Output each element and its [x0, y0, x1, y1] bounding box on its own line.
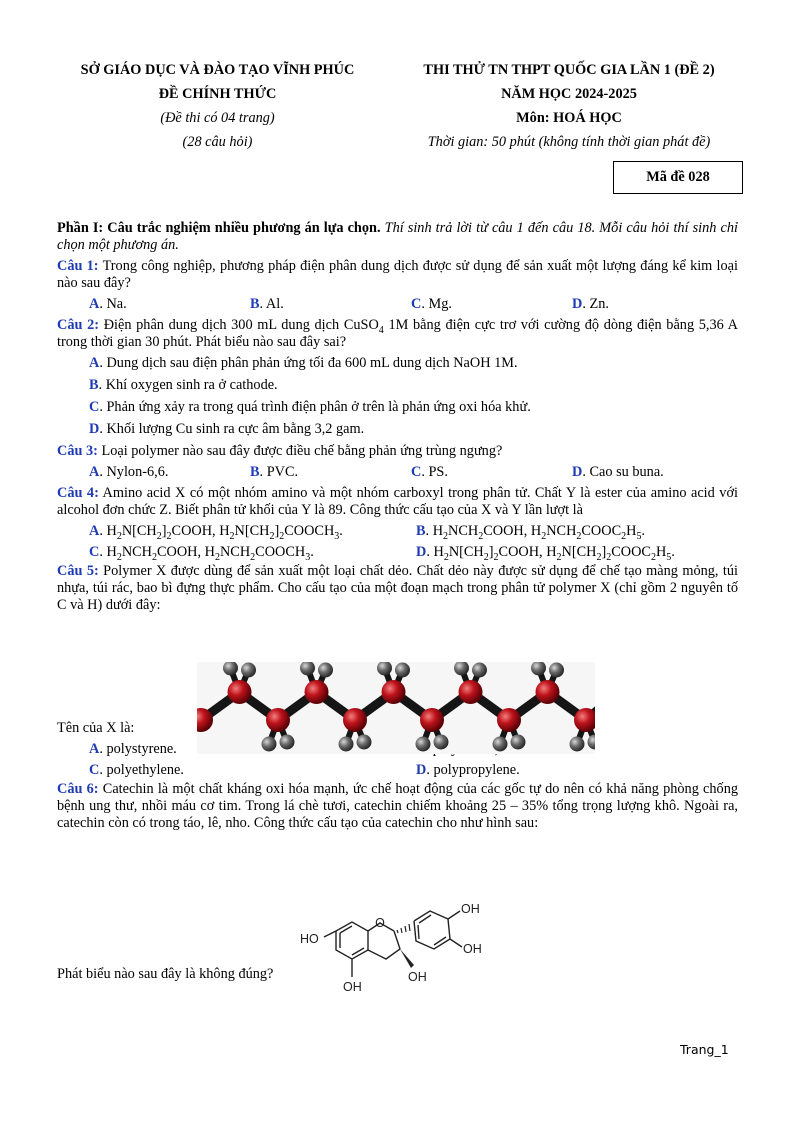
- carbon-atom: [536, 680, 560, 704]
- option-d[interactable]: D. Khối lượng Cu sinh ra cực âm bằng 3,2 gam.: [89, 421, 365, 437]
- option-d[interactable]: D. polypropylene.: [416, 762, 520, 778]
- hydrogen-atom: [416, 737, 431, 752]
- option-d[interactable]: D. $H_2N[CH_2]_2COOH$, $H_2N[CH_2]_2COOC_2H_5$.: [416, 544, 675, 563]
- hydrogen-atom: [511, 735, 526, 750]
- question-text: Loại polymer nào sau đây được điều chế bằng phản ứng trùng ngưng?: [101, 443, 503, 459]
- polyethylene-chain-image: [197, 662, 595, 754]
- carbon-atom: [420, 708, 444, 732]
- question-text: Catechin là một chất kháng oxi hóa mạnh, ức chế hoạt động của các gốc tự do nên có khả năng phòng chống bệnh ung thư, nhồi máu cơ tim. Trong lá chè tươi, catechin chiếm khoảng 25 – 35% tổng trọng lượng khô. Ngoài ra, catechin còn có trong táo, lê, nho. Công thức cấu tạo của catechin cho như hình sau:: [57, 781, 738, 831]
- carbon-atom: [266, 708, 290, 732]
- header-left: [50, 58, 385, 154]
- oh-label: OH: [461, 902, 480, 916]
- official-label: ĐỀ CHÍNH THỨC: [158, 86, 277, 102]
- carbon-atom: [305, 680, 329, 704]
- hydrogen-atom: [357, 735, 372, 750]
- carbon-atom: [497, 708, 521, 732]
- hydrogen-atom: [434, 735, 449, 750]
- option-a[interactable]: A. $H_2N[CH_2]_2COOH$, $H_2N[CH_2]_2COOCH_3$.: [89, 523, 343, 542]
- hashed-bond: [397, 924, 410, 933]
- question-3-options: [89, 464, 738, 481]
- carbon-atom: [343, 708, 367, 732]
- time-limit: Thời gian: 50 phút (không tính thời gian phát đề): [427, 134, 711, 150]
- question-6-prompt: Phát biểu nào sau đây là không đúng?: [57, 966, 274, 982]
- exam-content: [57, 220, 738, 987]
- carbon-atom: [382, 680, 406, 704]
- oh-label: OH: [343, 980, 362, 994]
- department-name: SỞ GIÁO DỤC VÀ ĐÀO TẠO VĨNH PHÚC: [80, 62, 355, 78]
- question-text: Polymer X được dùng để sản xuất một loại chất dẻo. Chất dẻo này được sử dụng để chế tạo màng mỏng, túi nhựa, túi rác, bao bì đựng thực phẩm. Cho cấu tạo của một đoạn mạch trong phân tử polymer X (chỉ gồm 2 nguyên tố C và H) dưới đây:: [57, 563, 738, 613]
- polymer-chain-svg: [197, 662, 595, 754]
- question-1: [57, 258, 738, 292]
- question-4: [57, 485, 738, 519]
- option-b[interactable]: B. $H_2NCH_2COOH$, $H_2NCH_2COOC_2H_5$.: [416, 523, 646, 542]
- question-number: Câu 6:: [57, 781, 99, 797]
- header-right: [396, 58, 742, 154]
- catechin-svg: [296, 897, 496, 1005]
- question-text: Trong công nghiệp, phương pháp điện phân dung dịch được sử dụng để sản xuất một lượng đáng kể kim loại nào sau đây?: [57, 258, 738, 291]
- option-b[interactable]: B. PVC.: [250, 464, 299, 480]
- question-2: Câu 2: Điện phân dung dịch 300 mL dung dịch CuSO$_4$ 1M bằng điện cực trơ với cường độ dòng điện bằng 5,36 A trong thời gian 30 phút. Phát biểu nào sau đây sai?: [57, 317, 738, 350]
- question-number: Câu 4:: [57, 485, 99, 501]
- part1-instruction: Thí sinh trả lời từ câu 1 đến câu 18. Mỗi câu hỏi thí sinh chỉ chọn một phương án.: [57, 220, 738, 253]
- question-5: [57, 563, 738, 614]
- ho-label: HO: [300, 932, 319, 946]
- hydrogen-atom: [262, 737, 277, 752]
- part1-title: Phần I: Câu trắc nghiệm nhiều phương án lựa chọn.: [57, 220, 381, 236]
- hydrogen-atom: [549, 663, 564, 678]
- question-3: [57, 443, 738, 460]
- oh-label: OH: [463, 942, 482, 956]
- option-a[interactable]: A. Nylon-6,6.: [89, 464, 169, 480]
- part1-heading: [57, 220, 738, 254]
- hydrogen-atom: [241, 663, 256, 678]
- question-text: Amino acid X có một nhóm amino và một nhóm carboxyl trong phân tử. Chất Y là ester của amino acid với alcohol đơn chức Z. Biết phân tử khối của Y là 89. Công thức cấu tạo của X và Y lần lượt là: [57, 485, 738, 518]
- hydrogen-atom: [339, 737, 354, 752]
- hydrogen-atom: [318, 663, 333, 678]
- exam-code: Mã đề 028: [613, 161, 743, 194]
- catechin-bonds: [324, 911, 462, 977]
- ring-oxygen-label: O: [375, 916, 385, 930]
- option-c[interactable]: C. Mg.: [411, 296, 452, 312]
- option-c[interactable]: C. polyethylene.: [89, 762, 184, 778]
- oh-label: OH: [408, 970, 427, 984]
- question-count: (28 câu hỏi): [182, 134, 253, 150]
- carbon-atom: [228, 680, 252, 704]
- subject: Môn: HOÁ HỌC: [516, 110, 622, 126]
- option-d[interactable]: D. Cao su buna.: [572, 464, 664, 480]
- page-footer: Trang_1: [680, 1042, 729, 1057]
- option-b[interactable]: B. Al.: [250, 296, 284, 312]
- exam-title: THI THỬ TN THPT QUỐC GIA LẦN 1 (ĐỀ 2): [423, 62, 715, 78]
- question-6: [57, 781, 738, 832]
- question-4-options: [89, 523, 738, 561]
- option-c[interactable]: C. Phản ứng xảy ra trong quá trình điện phân ở trên là phản ứng oxi hóa khử.: [89, 399, 531, 415]
- option-c[interactable]: C. $H_2NCH_2COOH$, $H_2NCH_2COOCH_3$.: [89, 544, 314, 563]
- option-c[interactable]: C. PS.: [411, 464, 448, 480]
- catechin-structure-image: [296, 897, 496, 1005]
- hydrogen-atom: [280, 735, 295, 750]
- option-a[interactable]: A. Dung dịch sau điện phân phản ứng tối đa 600 mL dung dịch NaOH 1M.: [89, 355, 518, 371]
- option-a[interactable]: A. polystyrene.: [89, 741, 177, 757]
- wedge-bond: [400, 949, 414, 968]
- school-year: NĂM HỌC 2024-2025: [501, 86, 637, 102]
- hydrogen-atom: [395, 663, 410, 678]
- question-number: Câu 5:: [57, 563, 99, 579]
- carbon-atom: [459, 680, 483, 704]
- question-5-name-label: Tên của X là:: [57, 720, 135, 736]
- hydrogen-atom: [472, 663, 487, 678]
- hydrogen-atom: [493, 737, 508, 752]
- question-number: Câu 1:: [57, 258, 99, 274]
- option-b[interactable]: B. Khí oxygen sinh ra ở cathode.: [89, 377, 278, 393]
- option-d[interactable]: D. Zn.: [572, 296, 609, 312]
- option-a[interactable]: A. Na.: [89, 296, 127, 312]
- question-1-options: [89, 296, 738, 313]
- question-number: Câu 2:: [57, 317, 100, 333]
- hydrogen-atom: [570, 737, 585, 752]
- page-count: (Đề thi có 04 trang): [160, 110, 275, 126]
- question-number: Câu 3:: [57, 443, 98, 459]
